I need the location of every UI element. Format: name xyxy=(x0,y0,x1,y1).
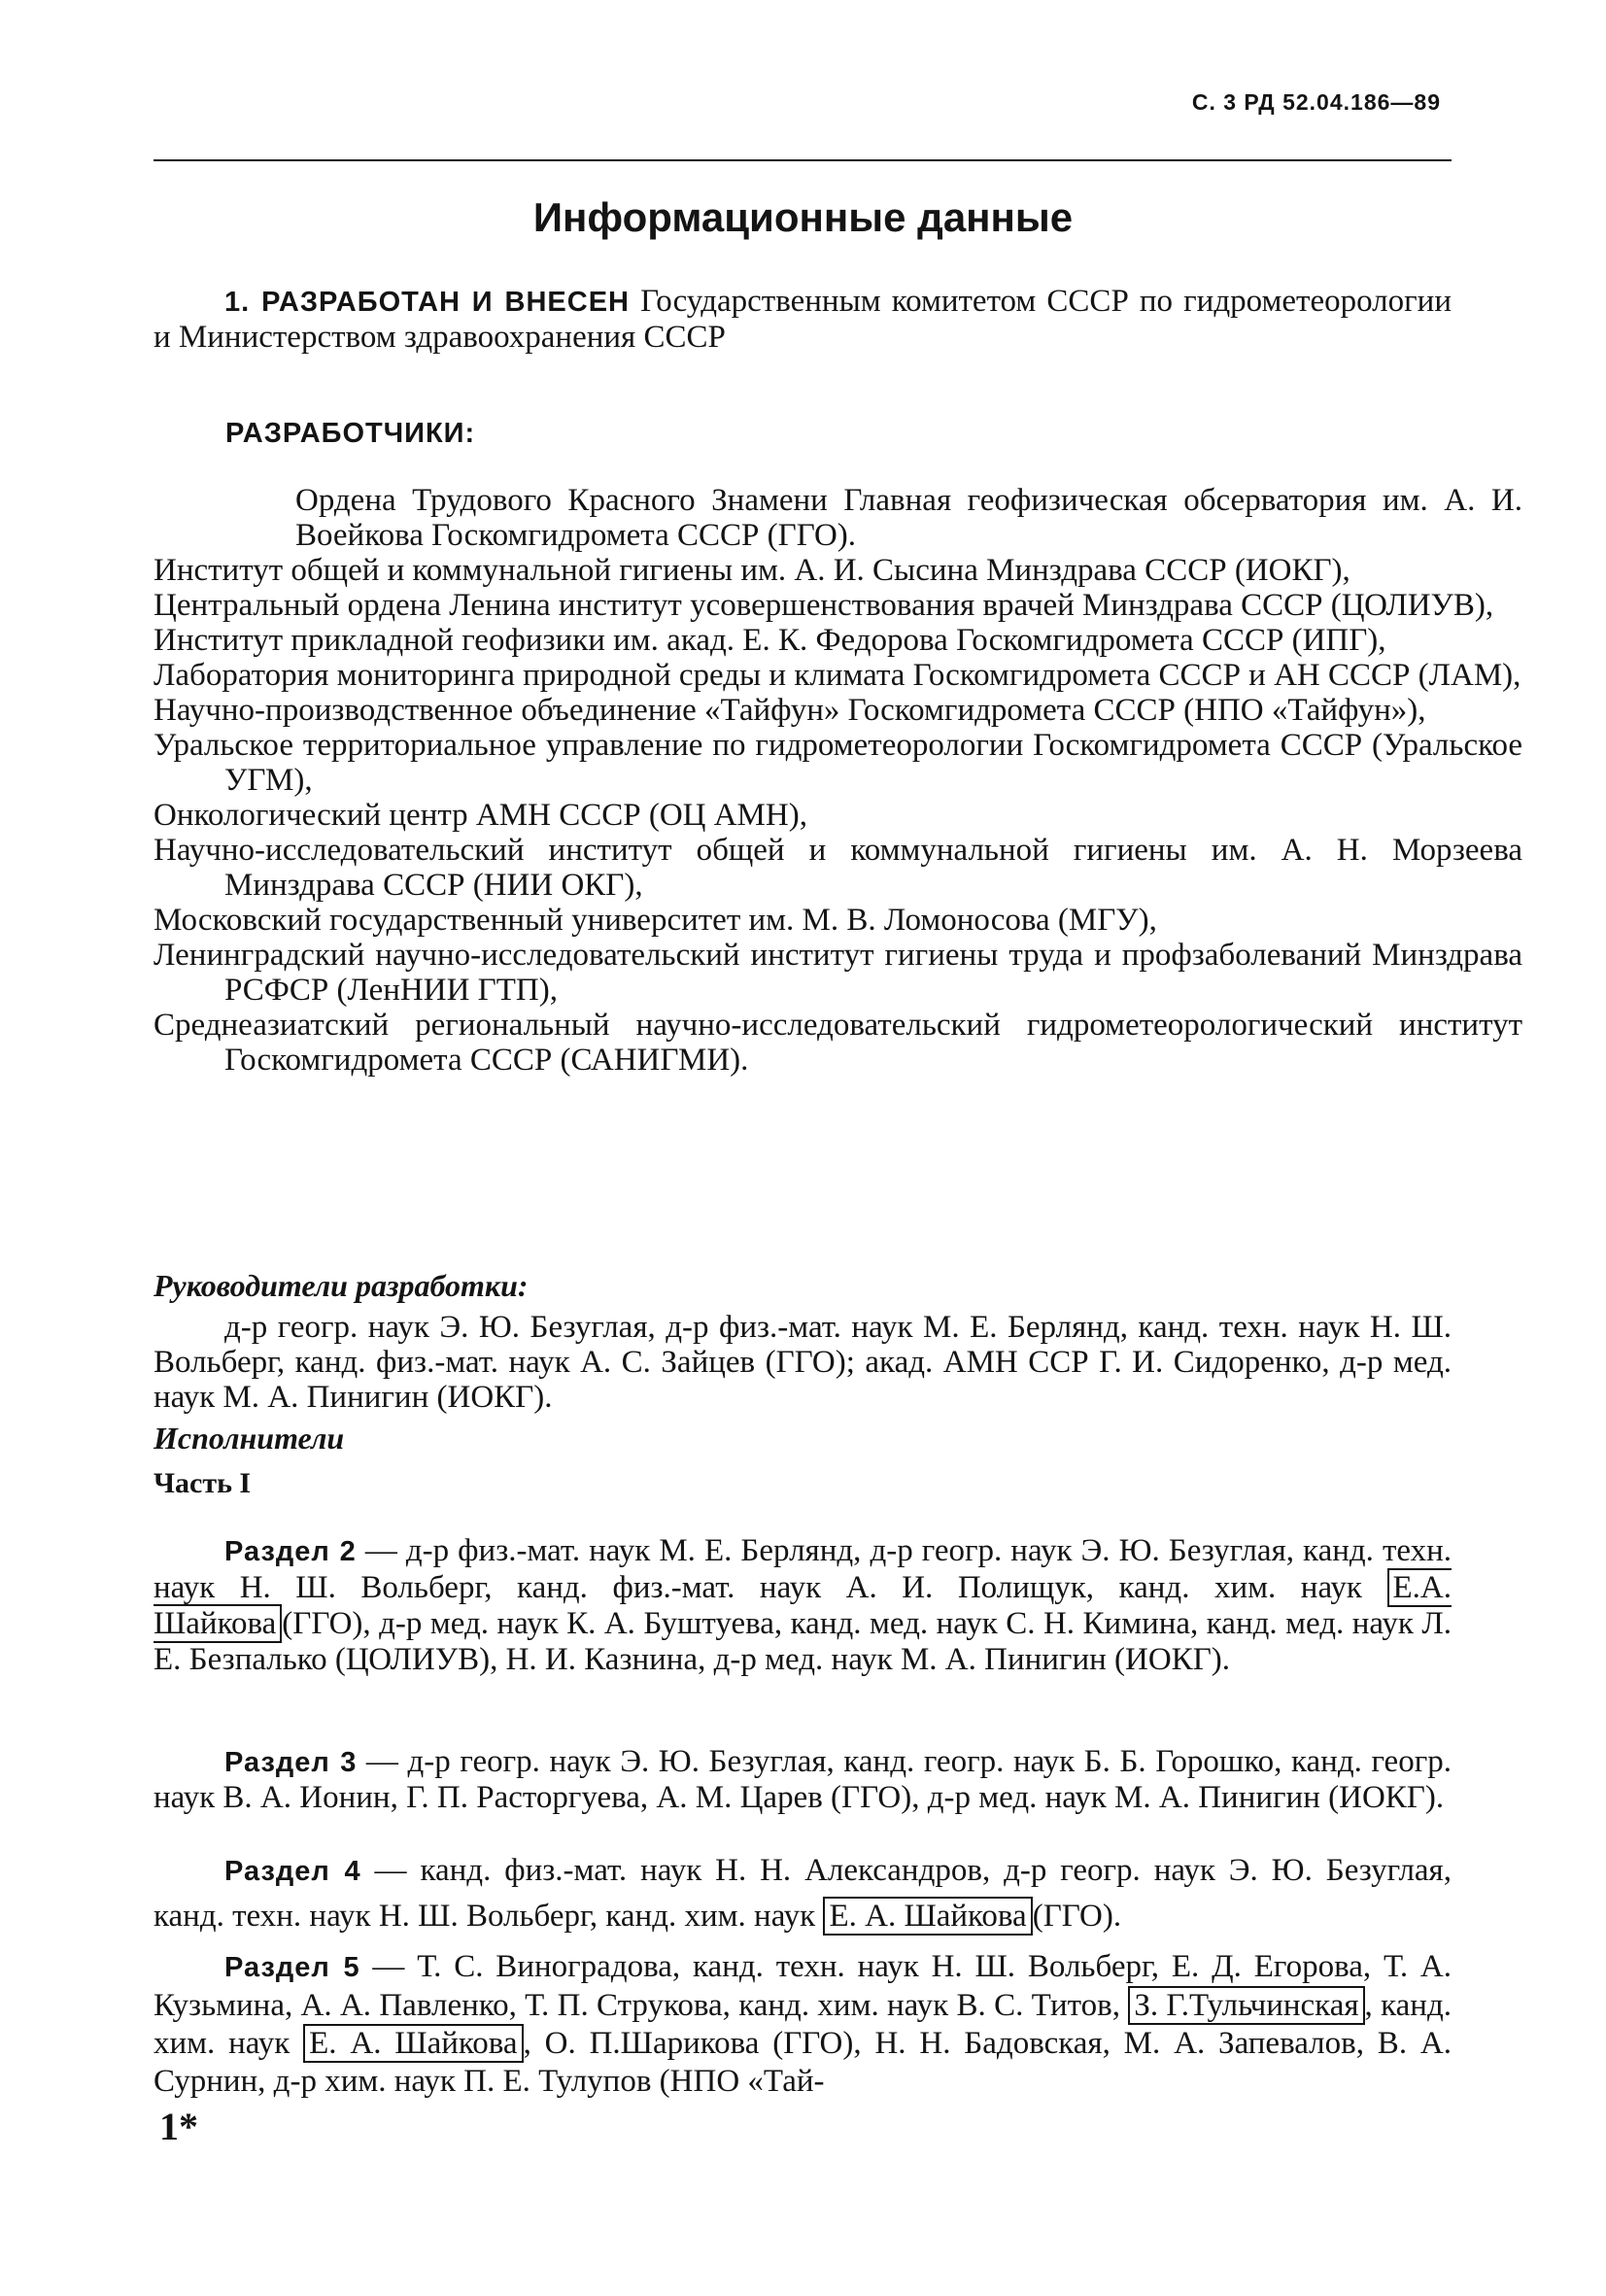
header-rule xyxy=(154,159,1452,161)
organization-item: Научно-производственное объединение «Тайфун» Госкомгидромета СССР (НПО «Тайфун»), xyxy=(154,693,1426,728)
section-5-text-b: , канд. хим. наук xyxy=(154,1988,1452,2061)
section-3-paragraph xyxy=(154,1744,1452,1815)
organizations-list xyxy=(154,483,1522,1078)
executors-heading: Исполнители xyxy=(154,1421,345,1456)
item-1-paragraph xyxy=(154,284,1452,355)
boxed-name: Е. А. Шайкова xyxy=(303,2024,523,2063)
organization-item: Институт общей и коммунальной гигиены им. А. И. Сысина Минздрава СССР (ИОКГ), xyxy=(154,553,1350,588)
boxed-name: Е.А. Шайкова xyxy=(154,1570,1452,1641)
section-4-text-b: (ГГО). xyxy=(1032,1899,1122,1934)
section-5-paragraph xyxy=(154,1948,1452,2101)
organization-item: Среднеазиатский региональный научно-исследовательский гидрометеорологический институт Госкомгидромета СССР (САНИГМИ). xyxy=(154,1008,1522,1078)
section-4-label: Раздел 4 xyxy=(224,1856,361,1887)
organization-item: Ордена Трудового Красного Знамени Главная геофизическая обсерватория им. А. И. Воейкова Госкомгидромета СССР (ГГО). xyxy=(295,483,1522,553)
item-1-text: Государственным комитетом СССР по гидрометеорологии и Министерством здравоохранения СССР xyxy=(154,284,1452,355)
section-5-text-a: — Т. С. Виноградова, канд. техн. наук Н. Ш. Вольберг, Е. Д. Егорова, Т. А. Кузьмина, А. А. Павленко, Т. П. Струкова, канд. хим. наук В. С. Титов, xyxy=(154,1949,1452,2023)
signature-mark: 1* xyxy=(159,2105,198,2148)
organization-item: Ленинградский научно-исследовательский институт гигиены труда и профзаболеваний Минздрава РСФСР (ЛенНИИ ГТП), xyxy=(154,938,1522,1008)
section-2-text-a: — д-р физ.-мат. наук М. Е. Берлянд, д-р геогр. наук Э. Ю. Безуглая, канд. техн. наук Н. Ш. Вольберг, канд. физ.-мат. наук А. И. Полищук, канд. хим. наук xyxy=(154,1533,1452,1605)
organization-item: Уральское территориальное управление по гидрометеорологии Госкомгидромета СССР (Уральское УГМ), xyxy=(154,728,1522,798)
leaders-heading: Руководители разработки: xyxy=(154,1268,529,1303)
section-4-paragraph xyxy=(154,1848,1452,1938)
boxed-name: Е. А. Шайкова xyxy=(823,1897,1032,1936)
boxed-name: З. Г.Тульчинская xyxy=(1128,1986,1364,2025)
section-2-text-b: (ГГО), д-р мед. наук К. А. Буштуева, канд. мед. наук С. Н. Кимина, канд. мед. наук Л. Е. Безпалько (ЦОЛИУВ), Н. И. Казнина, д-р мед. наук М. А. Пинигин (ИОКГ). xyxy=(154,1606,1452,1677)
section-2-label: Раздел 2 xyxy=(224,1536,357,1567)
document-code: С. 3 РД 52.04.186—89 xyxy=(1191,89,1441,115)
organization-item: Институт прикладной геофизики им. акад. Е. К. Федорова Госкомгидромета СССР (ИПГ), xyxy=(154,623,1386,658)
section-2-paragraph xyxy=(154,1533,1452,1678)
section-5-label: Раздел 5 xyxy=(224,1952,360,1983)
section-5-text-c: , О. П.Шарикова (ГГО), Н. Н. Бадовская, М. А. Запевалов, В. А. Сурнин, д-р хим. наук П. Е. Тулупов (НПО «Тай- xyxy=(154,2026,1452,2099)
organization-item: Московский государственный университет им. М. В. Ломоносова (МГУ), xyxy=(154,903,1157,938)
organization-item: Центральный ордена Ленина институт усовершенствования врачей Минздрава СССР (ЦОЛИУВ), xyxy=(154,588,1494,623)
section-3-label: Раздел 3 xyxy=(224,1747,358,1778)
organization-item: Онкологический центр АМН СССР (ОЦ АМН), xyxy=(154,798,807,833)
section-4-text-a: — канд. физ.-мат. наук Н. Н. Александров, д-р геогр. наук Э. Ю. Безуглая, канд. техн. наук Н. Ш. Вольберг, канд. хим. наук xyxy=(154,1853,1452,1934)
page-title: Информационные данные xyxy=(532,194,1074,240)
leaders-text: д-р геогр. наук Э. Ю. Безуглая, д-р физ.-мат. наук М. Е. Берлянд, канд. техн. наук Н. Ш. Вольберг, канд. физ.-мат. наук А. С. Зайцев (ГГО); акад. АМН ССР Г. И. Сидоренко, д-р мед. наук М. А. Пинигин (ИОКГ). xyxy=(154,1310,1452,1415)
section-3-text: — д-р геогр. наук Э. Ю. Безуглая, канд. геогр. наук Б. Б. Горошко, канд. геогр. наук В. А. Ионин, Г. П. Расторгуева, А. М. Царев (ГГО), д-р мед. наук М. А. Пинигин (ИОКГ). xyxy=(154,1744,1452,1815)
item-1-lead: 1. РАЗРАБОТАН И ВНЕСЕН xyxy=(224,287,630,318)
organization-item: Научно-исследовательский институт общей и коммунальной гигиены им. А. Н. Морзеева Минздрава СССР (НИИ ОКГ), xyxy=(154,833,1522,903)
part-heading: Часть I xyxy=(154,1467,252,1499)
developers-heading: РАЗРАБОТЧИКИ: xyxy=(225,418,476,449)
organization-item: Лаборатория мониторинга природной среды и климата Госкомгидромета СССР и АН СССР (ЛАМ), xyxy=(154,658,1521,693)
